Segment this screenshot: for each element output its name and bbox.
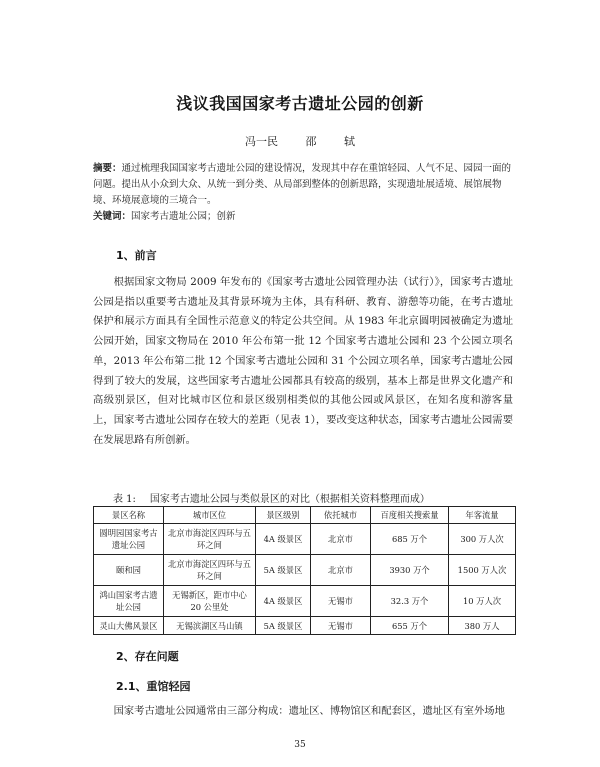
table-row [94,617,516,635]
table-cell: 5A 级景区 [256,617,311,635]
table-header-cell: 景区级别 [256,507,311,524]
table-cell: 颐和园 [94,555,164,586]
table-header-row [94,507,516,524]
table-cell: 无锡滨湖区马山镇 [164,617,256,635]
paper-title: 浅议我国国家考古遗址公园的创新 [176,94,424,113]
keywords-line [93,209,513,225]
table-cell: 3930 万个 [371,555,449,586]
table-header-cell: 百度相关搜索量 [371,507,449,524]
table-row [94,524,516,555]
abstract-block [93,161,513,225]
table-cell: 380 万人 [449,617,516,635]
abstract-text: 通过梳理我国国家考古遗址公园的建设情况，发现其中存在重馆轻园、人气不足、园园一面的问题。提出从小众到大众、从统一到分类、从局部到整体的创新思路，实现遗址展适境、展馆展物境、环境展意境的三境合一。 [93,163,512,206]
section-heading-problems: 2、存在问题 [116,650,179,663]
table-header-cell: 景区名称 [94,507,164,524]
table-caption-text: 国家考古遗址公园与类似景区的对比（根据相关资料整理而成） [149,494,430,505]
table-row [94,586,516,617]
table-cell: 4A 级景区 [256,524,311,555]
table-cell: 32.3 万个 [371,586,449,617]
table-cell: 685 万个 [371,524,449,555]
table-row [94,555,516,586]
table-cell: 无锡新区，距市中心 20 公里处 [164,586,256,617]
keywords-text: 国家考古遗址公园；创新 [131,211,236,222]
table-cell: 鸿山国家考古遗址公园 [94,586,164,617]
table-cell: 4A 级景区 [256,586,311,617]
table-cell: 圆明园国家考古遗址公园 [94,524,164,555]
table-cell: 1500 万人次 [449,555,516,586]
table-cell: 北京市海淀区四环与五环之间 [164,555,256,586]
table-cell: 灵山大佛风景区 [94,617,164,635]
table-cell: 无锡市 [311,617,371,635]
table-header-cell: 年客流量 [449,507,516,524]
table-caption-number: 表 1: [113,494,136,505]
abstract-paragraph [93,161,513,209]
table-cell: 655 万个 [371,617,449,635]
table-header-cell: 城市区位 [164,507,256,524]
table-cell: 300 万人次 [449,524,516,555]
table-cell: 无锡市 [311,586,371,617]
table-cell: 10 万人次 [449,586,516,617]
keywords-label: 关键词： [93,211,132,222]
comparison-table [93,506,516,635]
subsection-paragraph: 国家考古遗址公园通常由三部分构成：遗址区、博物馆区和配套区，遗址区有室外场地 [113,705,505,717]
table-cell: 北京市海淀区四环与五环之间 [164,524,256,555]
table-cell: 5A 级景区 [256,555,311,586]
subsection-heading: 2.1、重馆轻园 [116,680,191,693]
paper-authors: 冯一民 邵 轼 [245,135,355,148]
table-header-cell: 依托城市 [311,507,371,524]
table-caption [113,490,513,505]
page-number: 35 [294,740,306,750]
abstract-label: 摘要： [93,163,122,174]
section-heading-intro: 1、前言 [116,249,157,262]
intro-paragraph: 根据国家文物局 2009 年发布的《国家考古遗址公园管理办法（试行）》，国家考古遗址公园是指以重要考古遗址及其背景环境为主体，具有科研、教育、游憩等功能，在考古遗址保护和展示方面具有全国性示范意义的特定公共空间。从 1983 年北京圆明园被确定为遗址公园开始，国家文物局在 2010 年公布第一批 12 个国家考古遗址公园和 23 个公园立项名单，2013 年公布第二批 12 个国家考古遗址公园和 31 个公园立项名单，国家考古遗址公园得到了较大的发展，这些国家考古遗址公园都具有较高的级别，基本上都是世界文化遗产和高级别景区，但对比城市区位和景区级别相类似的其他公园或风景区，在知名度和游客量上，国家考古遗址公园存在较大的差距（见表 1），要改变这种状态，国家考古遗址公园需要在发展思路有所创新。 [93,276,513,446]
table-cell: 北京市 [311,524,371,555]
table-cell: 北京市 [311,555,371,586]
